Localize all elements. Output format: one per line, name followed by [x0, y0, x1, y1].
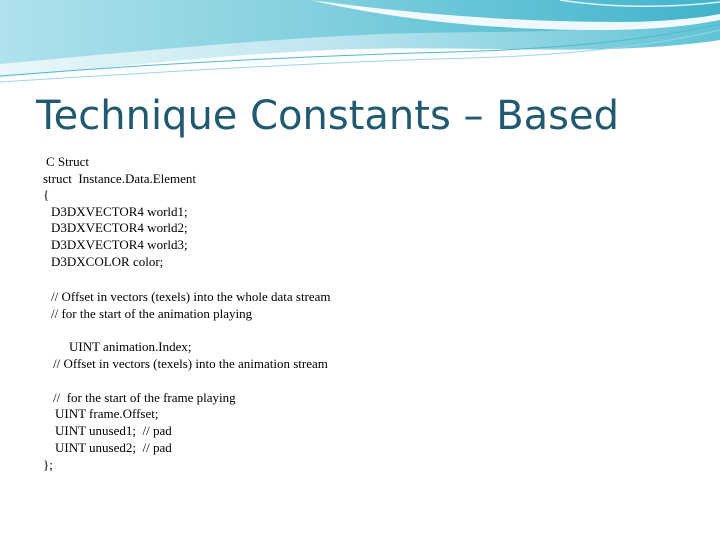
code-line: // for the start of the animation playing [51, 306, 253, 321]
code-line: { [43, 187, 50, 202]
code-line: D3DXVECTOR4 world1; [51, 204, 188, 219]
code-line: UINT frame.Offset; [55, 406, 159, 421]
code-line: UINT animation.Index; [69, 339, 192, 354]
code-line: UINT unused2; // pad [55, 440, 172, 455]
code-line: UINT unused1; // pad [55, 423, 172, 438]
code-line: D3DXVECTOR4 world3; [51, 237, 188, 252]
code-line: D3DXVECTOR4 world2; [51, 220, 188, 235]
decorative-wave-banner [0, 0, 720, 90]
code-line: // for the start of the frame playing [53, 390, 236, 405]
code-line: // Offset in vectors (texels) into the animation stream [53, 356, 328, 371]
code-line: struct Instance.Data.Element [43, 171, 197, 186]
code-line: }; [43, 457, 53, 472]
slide-title: Technique Constants – Based [36, 93, 620, 139]
code-line: C Struct [46, 154, 89, 169]
code-line: // Offset in vectors (texels) into the whole data stream [51, 289, 331, 304]
code-line: D3DXCOLOR color; [51, 254, 164, 269]
